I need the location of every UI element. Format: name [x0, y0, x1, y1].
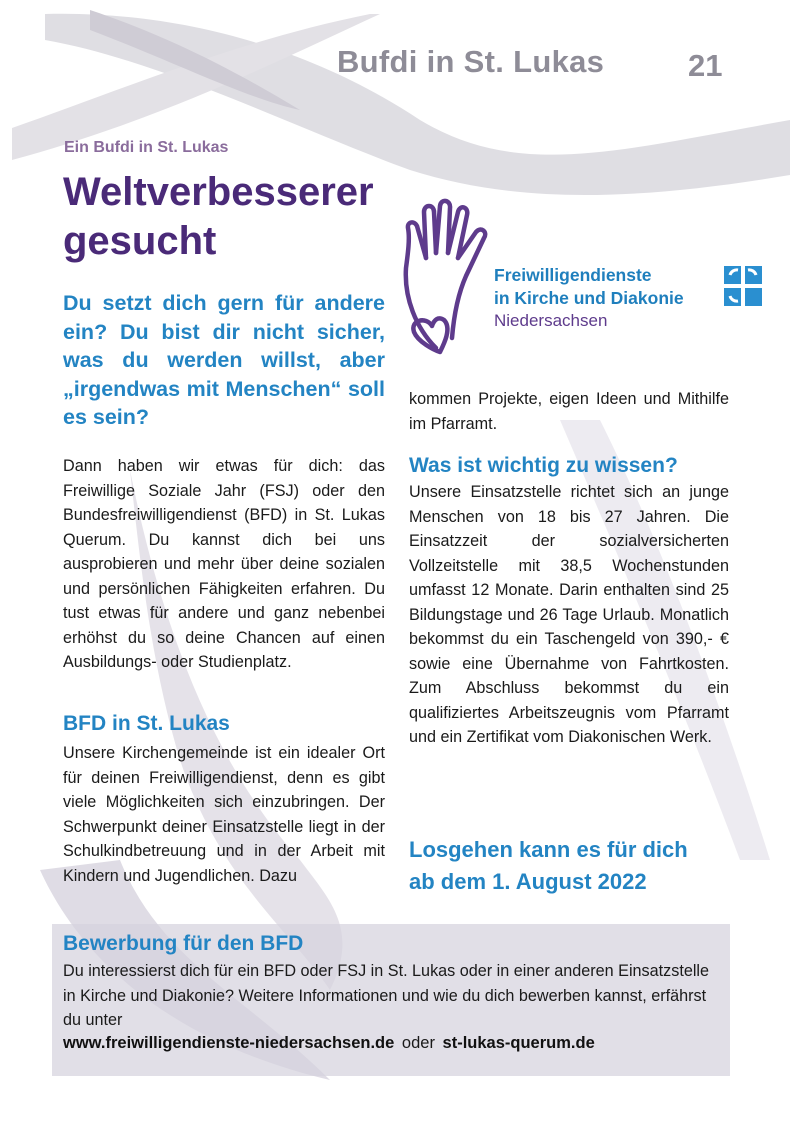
start-line-2: ab dem 1. August 2022 [409, 869, 647, 894]
bfd-paragraph: Unsere Kirchengemeinde ist ein idealer Ort für deinen Freiwilligendienst, denn es gibt viele Möglichkeiten sich einzubringen. Der Schwerpunkt deiner Einsatzstelle liegt in der Schulkindbetreuung und in der Arbeit mit Kindern und Jugendlichen. Dazu [63, 744, 385, 885]
freiwilligendienste-logo [396, 198, 766, 358]
logo-line-3: Niedersachsen [494, 311, 608, 330]
link-freiwilligendienste[interactable]: www.freiwilligendienste-niedersachsen.de [63, 1034, 395, 1052]
application-heading: Bewerbung für den BFD [63, 932, 304, 955]
application-text: Du interessierst dich für ein BFD oder FSJ in St. Lukas oder in einer anderen Einsatzstelle in Kirche und Diakonie? Weitere Informationen und wie du dich bewerben kannst, erfährst du unter [63, 962, 710, 1029]
article-headline [63, 168, 374, 266]
diakonie-cross-icon [724, 266, 762, 306]
wichtig-paragraph: Unsere Einsatzstelle richtet sich an junge Menschen von 18 bis 27 Jahren. Die Einsatzzeit der sozialversicherten Vollzeitstelle mit 38,5 Wochenstunden umfasst 12 Monate. Darin enthalten sind 25 Bildungstage und 26 Tage Urlaub. Monatlich bekommst du ein Taschengeld von 390,- € sowie eine Übernahme von Fahrtkosten. Zum Abschluss bekommst du ein qualifiziertes Arbeitszeugnis vom Pfarramt und ein Zertifikat vom Diakonischen Werk. [409, 483, 729, 746]
wichtig-heading: Was ist wichtig zu wissen? [409, 454, 678, 477]
application-links [63, 1034, 595, 1053]
intro-paragraph: Dann haben wir etwas für dich: das Freiwillige Soziale Jahr (FSJ) oder den Bundesfreiwilligendienst (BFD) in St. Lukas Querum. Du kannst dich bei uns ausprobieren und mehr über deine sozialen und persönlichen Fähigkeiten erfahren. Du tust etwas für andere und ganz nebenbei erhöhst du so deine Chancen auf einen Ausbildungs- oder Studienplatz. [63, 457, 385, 671]
page-number: 21 [688, 48, 723, 83]
start-line-1: Losgehen kann es für dich [409, 837, 688, 862]
start-date-callout [409, 834, 729, 898]
logo-line-2: in Kirche und Diakonie [494, 288, 684, 308]
logo-line-1: Freiwilligendienste [494, 265, 652, 285]
running-header-title: Bufdi in St. Lukas [337, 44, 605, 79]
hand-heart-icon [396, 198, 506, 358]
headline-line-1: Weltverbesserer [63, 170, 374, 214]
bfd-paragraph-continued: kommen Projekte, eigen Ideen und Mithilfe im Pfarramt. [409, 390, 729, 433]
link-st-lukas[interactable]: st-lukas-querum.de [442, 1034, 595, 1052]
logo-wordmark [494, 264, 684, 332]
lead-question: Du setzt dich gern für andere ein? Du bist dir nicht sicher, was du werden willst, aber „irgendwas mit Menschen“ soll es sein? [63, 291, 385, 429]
link-connector: oder [401, 1034, 435, 1052]
headline-line-2: gesucht [63, 219, 217, 263]
article-kicker: Ein Bufdi in St. Lukas [64, 139, 229, 156]
bfd-heading: BFD in St. Lukas [63, 712, 230, 735]
